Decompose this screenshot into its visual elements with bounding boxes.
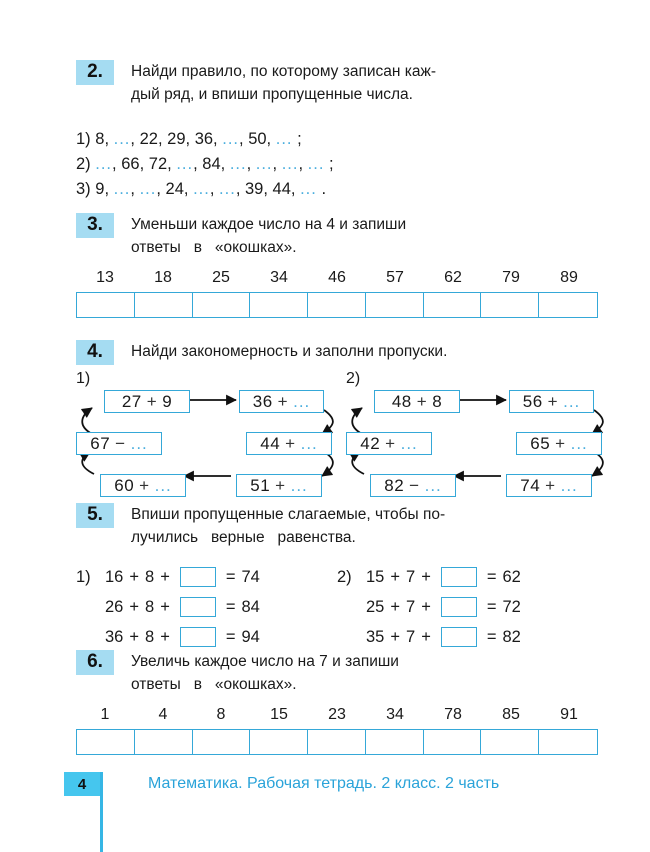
sequence-blank[interactable]: ... [113,130,131,148]
task-4-diagram-2 [346,370,604,495]
w: пропущенные [183,506,284,523]
sequence-label: 2) [76,155,91,173]
answer-cell[interactable] [308,293,366,317]
sep: , [209,180,215,198]
sep: , [263,180,268,198]
answer-cell[interactable] [193,293,251,317]
sequence-blank[interactable]: ... [275,130,293,148]
addend-2: 8 [145,597,155,616]
sequence-value: 22 [139,130,158,148]
flow-operator: + [547,391,559,411]
task-5-instruction-line-2: лучились верные равенства. [131,529,356,546]
sum-value: 82 [502,627,521,646]
flow-operand-a: 67 [90,433,111,453]
flow-blank[interactable]: ... [424,475,442,495]
flow-box[interactable] [100,474,186,497]
given-number: 34 [386,706,404,723]
given-number: 8 [216,706,226,723]
sum-value: 72 [502,597,521,616]
equation-row [76,562,263,592]
flow-operand-a: 65 [530,433,551,453]
answer-cell[interactable] [424,293,482,317]
task-5-number: 5. [76,503,114,528]
equals-sign: = [225,567,236,586]
sequence-terminator: . [321,180,327,198]
plus-sign: + [160,597,170,616]
plus-sign: + [421,597,431,616]
flow-operand-a: 27 [121,391,142,411]
flow-operand-a: 44 [260,433,281,453]
answer-input-box[interactable] [441,567,477,587]
flow-box[interactable] [246,432,332,455]
addend-1: 15 [366,567,385,586]
answer-cell[interactable] [135,730,193,754]
sequence-blank[interactable]: ... [255,155,273,173]
sequence-row-2[interactable] [76,152,334,177]
sequence-blank[interactable]: ... [229,155,247,173]
task-2-sequences [76,127,334,202]
sep: , [193,155,198,173]
task-2-header [76,60,590,106]
task-4-header [76,340,590,365]
task-3-answer-row [76,292,598,318]
w: Увеличь [131,653,190,670]
w: и [332,653,341,670]
sep: , [183,180,189,198]
answer-input-box[interactable] [180,597,216,617]
flow-blank[interactable]: ... [293,391,311,411]
flow-operator: + [285,433,296,453]
answer-cell[interactable] [77,730,135,754]
answer-cell[interactable] [539,730,597,754]
flow-box[interactable] [509,390,594,413]
sep: , [246,155,252,173]
sep: , [130,180,135,198]
w: число [251,653,294,670]
flow-box[interactable] [346,432,432,455]
sep: , [157,130,163,148]
sep: , [266,130,272,148]
task-5-column-2 [337,562,524,652]
w: каждое [194,653,247,670]
sep: , [167,155,172,173]
given-number: 15 [270,706,288,723]
w: запиши [345,653,399,670]
sep: , [156,180,161,198]
flow-operator: + [146,391,158,411]
addend-1: 36 [105,627,124,646]
flow-box[interactable] [76,432,162,455]
given-number: 78 [444,706,462,723]
w: правило, [181,63,247,80]
flow-operand-a: 82 [384,475,405,495]
flow-operator: + [275,475,286,495]
sequence-blank[interactable]: ... [193,180,210,198]
given-number: 1 [100,706,110,723]
given-number: 46 [328,269,346,286]
flow-operand-a: 36 [252,391,273,411]
w: Впиши [131,506,180,523]
answer-input-box[interactable] [441,597,477,617]
answer-cell[interactable] [193,730,251,754]
w: заполни [315,343,374,360]
task-3-instruction [131,213,590,259]
sep: , [272,155,278,173]
sum-value: 84 [241,597,260,616]
flow-blank[interactable]: ... [290,475,308,495]
sum-value: 94 [241,627,260,646]
sep: , [235,180,241,198]
sequence-row-3[interactable] [76,177,334,202]
task-3-instruction-line-1 [131,213,590,236]
w: закономерность [181,343,298,360]
plus-sign: + [160,567,170,586]
task-5-instruction [131,503,590,549]
w: и [302,343,311,360]
answer-cell[interactable] [481,293,539,317]
flow-box[interactable] [104,390,190,413]
task-3-table [76,268,598,318]
sep: , [104,130,110,148]
task-6-instruction [131,650,590,696]
w: по [250,63,268,80]
given-number: 89 [560,269,578,286]
w: числа. [366,86,413,103]
w: на [304,216,323,233]
sequence-value: 24 [165,180,184,198]
equation-body [363,597,524,617]
w: слагаемые, [287,506,371,523]
flow-operator: + [416,391,428,411]
equation-group-label: 2) [337,567,352,586]
sep: , [239,130,244,148]
w: 4 [326,216,335,233]
answer-input-box[interactable] [441,627,477,647]
given-number: 23 [328,706,346,723]
sequence-label: 1) [76,130,91,148]
equals-sign: = [486,567,497,586]
plus-sign: + [129,627,139,646]
equation-body [363,627,524,647]
equation-body [102,597,263,617]
task-4 [76,340,590,365]
plus-sign: + [421,567,431,586]
answer-cell[interactable] [424,730,482,754]
equals-sign: = [225,597,236,616]
answer-cell[interactable] [250,730,308,754]
sequence-value: 84 [202,155,221,173]
w: записан [342,63,401,80]
addend-2: 7 [406,627,416,646]
task-6 [76,650,590,696]
flow-blank[interactable]: ... [300,433,318,453]
task-3-instruction-line-2: ответы в «окошках». [131,239,297,256]
flow-operand-a: 51 [250,475,271,495]
task-3-number: 3. [76,213,114,238]
sequence-row-1[interactable] [76,127,334,152]
plus-sign: + [421,627,431,646]
answer-cell[interactable] [539,293,597,317]
w: пропущенные [262,86,363,103]
sequence-value: 8 [95,130,105,148]
task-6-instruction-line-1 [131,650,590,673]
plus-sign: + [390,597,400,616]
sep: , [185,130,191,148]
w: число [258,216,301,233]
footer-title: Математика. Рабочая тетрадь. 2 класс. 2 часть [148,775,500,792]
given-number: 34 [270,269,288,286]
equation-body [102,627,263,647]
task-3-header [76,213,590,259]
sequence-value: 9 [95,180,105,198]
sequence-blank[interactable]: ... [300,180,317,198]
answer-cell[interactable] [77,293,135,317]
plus-sign: + [129,597,139,616]
flow-blank[interactable]: ... [560,475,578,495]
given-number: 62 [444,269,462,286]
w: и [339,216,348,233]
equals-sign: = [225,627,236,646]
sep: , [298,155,304,173]
flow-operator: + [139,475,150,495]
given-number: 91 [560,706,578,723]
flow-operator: − [409,475,420,495]
task-5-header [76,503,590,549]
addend-2: 7 [406,597,416,616]
task-6-header [76,650,590,696]
sep: , [220,155,226,173]
flow-operator: + [385,433,396,453]
equals-sign: = [486,627,497,646]
answer-input-box[interactable] [180,627,216,647]
equation-row [337,562,524,592]
sep: , [130,130,135,148]
sequence-label: 3) [76,180,91,198]
equation-row [337,592,524,622]
task-2-instruction [131,60,590,106]
given-number: 18 [154,269,172,286]
flow-box[interactable] [370,474,456,497]
task-5 [76,503,590,549]
w: на [297,653,315,670]
equation-row [76,592,263,622]
w: Найди [131,63,178,80]
sep: , [213,130,218,148]
flow-operand-a: 48 [391,391,412,411]
equation-body [363,567,524,587]
addend-1: 35 [366,627,385,646]
task-2 [76,60,590,106]
equals-sign: = [486,597,497,616]
task-4-number: 4. [76,340,114,365]
w: и [198,86,208,103]
task-6-given-numbers [76,705,598,725]
sequence-value: 36 [194,130,214,148]
sequence-blank[interactable]: ... [95,155,113,173]
w: чтобы [374,506,419,523]
flow-operator: + [555,433,566,453]
flow-operator: + [277,391,289,411]
given-number: 85 [502,706,520,723]
sum-value: 62 [502,567,521,586]
flow-blank[interactable]: ... [400,433,418,453]
sequence-value: 29 [167,130,186,148]
task-6-table [76,705,598,755]
task-6-number: 6. [76,650,114,675]
task-2-instruction-line-1 [131,60,590,83]
footer-divider [100,772,103,852]
task-2-number: 2. [76,60,114,85]
flow-box[interactable] [516,432,602,455]
sequence-terminator: ; [297,130,302,148]
addend-1: 26 [105,597,124,616]
answer-cell[interactable] [308,730,366,754]
w: каждое [201,216,254,233]
task-6-instruction-line-2: ответы в «окошках». [131,676,297,693]
sequence-blank[interactable]: ... [176,155,194,173]
w: впиши [211,86,259,103]
w: Уменьши [131,216,198,233]
w: запиши [352,216,407,233]
w: пропуски. [378,343,448,360]
sum-value: 74 [241,567,260,586]
task-3 [76,213,590,259]
equation-body [102,567,263,587]
task-5-column-1 [76,562,263,652]
given-number: 4 [158,706,168,723]
equation-row [337,622,524,652]
sequence-blank[interactable]: ... [307,155,325,173]
plus-sign: + [129,567,139,586]
plus-sign: + [160,627,170,646]
answer-cell[interactable] [366,293,424,317]
flow-operand-a: 60 [114,475,135,495]
sequence-value: 44 [272,180,291,198]
sequence-value: 39 [245,180,264,198]
given-number: 13 [96,269,114,286]
flow-operand-b: 9 [162,391,173,411]
sequence-value: 66 [121,155,140,173]
w: дый [131,86,160,103]
w: ряд, [164,86,195,103]
sequence-blank[interactable]: ... [281,155,299,173]
answer-cell[interactable] [481,730,539,754]
task-3-given-numbers [76,268,598,288]
flow-blank[interactable]: ... [130,433,148,453]
flow-blank[interactable]: ... [154,475,172,495]
addend-1: 16 [105,567,124,586]
equation-group-label: 1) [76,567,91,586]
answer-cell[interactable] [135,293,193,317]
flow-box[interactable] [239,390,324,413]
given-number: 57 [386,269,404,286]
plus-sign: + [390,627,400,646]
flow-box[interactable] [236,474,322,497]
plus-sign: + [390,567,400,586]
addend-2: 8 [145,627,155,646]
w: Найди [131,343,178,360]
flow-box[interactable] [506,474,592,497]
sep: , [104,180,110,198]
sequence-blank[interactable]: ... [139,180,157,198]
flow-blank[interactable]: ... [570,433,588,453]
flow-operand-a: 42 [360,433,381,453]
addend-1: 25 [366,597,385,616]
addend-2: 7 [406,567,416,586]
sequence-blank[interactable]: ... [219,180,236,198]
diagram-2-label: 2) [346,370,361,387]
addend-2: 8 [145,567,155,586]
w: 7 [319,653,328,670]
sequence-value: 50 [248,130,267,148]
diagram-1-label: 1) [76,370,91,387]
given-number: 25 [212,269,230,286]
sep: , [112,155,117,173]
flow-operator: − [115,433,126,453]
sequence-value: 72 [148,155,168,173]
w: которому [271,63,339,80]
w: по- [422,506,446,523]
answer-input-box[interactable] [180,567,216,587]
flow-box[interactable] [374,390,460,413]
equation-row [76,622,263,652]
task-4-instruction [131,340,590,363]
answer-cell[interactable] [250,293,308,317]
sequence-terminator: ; [329,155,334,173]
task-2-instruction-line-2 [131,83,590,106]
sep: , [290,180,296,198]
flow-operand-b: 8 [432,391,443,411]
task-6-answer-row [76,729,598,755]
flow-operand-a: 74 [520,475,541,495]
flow-operand-a: 56 [522,391,543,411]
task-4-diagram-1 [76,370,334,495]
flow-blank[interactable]: ... [563,391,581,411]
sep: , [139,155,145,173]
task-5-instruction-line-1 [131,503,590,526]
sequence-blank[interactable]: ... [113,180,131,198]
answer-cell[interactable] [366,730,424,754]
sequence-blank[interactable]: ... [222,130,239,148]
page-number: 4 [64,772,100,796]
given-number: 79 [502,269,520,286]
flow-operator: + [545,475,556,495]
w: каж- [404,63,437,80]
task-4-instruction-line-1 [131,340,590,363]
